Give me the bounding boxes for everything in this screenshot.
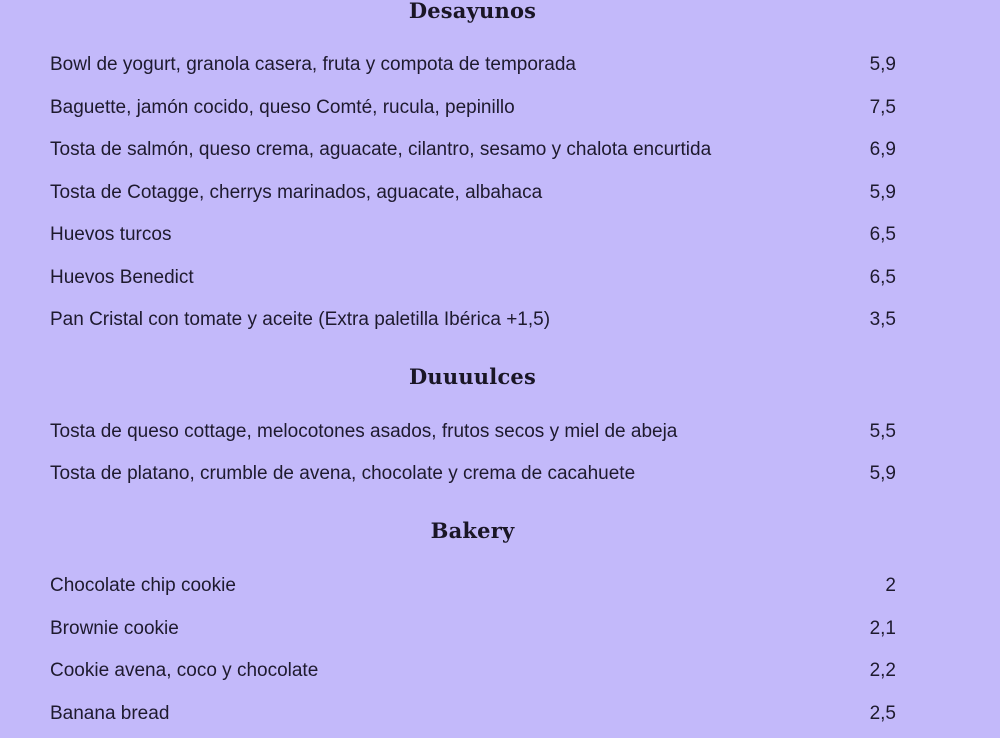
item-name: Tosta de Cotagge, cherrys marinados, aguacate, albahaca bbox=[50, 182, 543, 203]
menu-item bbox=[50, 95, 896, 121]
item-name: Banana bread bbox=[50, 703, 170, 724]
item-name: Huevos turcos bbox=[50, 224, 172, 245]
menu-item bbox=[50, 137, 896, 163]
item-price: 3,5 bbox=[869, 309, 896, 330]
item-price: 2,2 bbox=[869, 660, 896, 681]
item-name: Cookie avena, coco y chocolate bbox=[50, 660, 319, 681]
menu-item bbox=[50, 52, 896, 78]
item-name: Tosta de platano, crumble de avena, chocolate y crema de cacahuete bbox=[50, 463, 636, 484]
section-title-bakery: Bakery bbox=[430, 518, 515, 543]
menu-item bbox=[50, 222, 896, 248]
section-title-desayunos: Desayunos bbox=[408, 0, 537, 23]
item-price: 6,9 bbox=[869, 139, 896, 160]
menu-item bbox=[50, 616, 896, 642]
item-price: 7,5 bbox=[869, 97, 896, 118]
item-price: 5,5 bbox=[869, 421, 896, 442]
menu-item bbox=[50, 265, 896, 291]
item-name: Huevos Benedict bbox=[50, 267, 194, 288]
item-price: 2,1 bbox=[869, 618, 896, 639]
item-name: Baguette, jamón cocido, queso Comté, rucula, pepinillo bbox=[50, 97, 515, 118]
item-price: 2 bbox=[885, 575, 896, 596]
item-name: Bowl de yogurt, granola casera, fruta y compota de temporada bbox=[50, 54, 576, 75]
item-price: 2,5 bbox=[869, 703, 896, 724]
menu-item bbox=[50, 180, 896, 206]
section-title-duuuulces: Duuuulces bbox=[408, 364, 537, 389]
menu-item bbox=[50, 658, 896, 684]
item-name: Tosta de salmón, queso crema, aguacate, cilantro, sesamo y chalota encurtida bbox=[50, 139, 712, 160]
menu-item bbox=[50, 573, 896, 599]
item-price: 5,9 bbox=[869, 463, 896, 484]
item-price: 5,9 bbox=[869, 54, 896, 75]
item-name: Pan Cristal con tomate y aceite (Extra paletilla Ibérica +1,5) bbox=[50, 309, 551, 330]
item-price: 6,5 bbox=[869, 267, 896, 288]
item-name: Tosta de queso cottage, melocotones asados, frutos secos y miel de abeja bbox=[50, 421, 678, 442]
item-name: Brownie cookie bbox=[50, 618, 179, 639]
menu-item bbox=[50, 461, 896, 487]
item-price: 5,9 bbox=[869, 182, 896, 203]
item-price: 6,5 bbox=[869, 224, 896, 245]
menu-item bbox=[50, 307, 896, 333]
menu-item bbox=[50, 419, 896, 445]
menu-item bbox=[50, 701, 896, 727]
item-name: Chocolate chip cookie bbox=[50, 575, 236, 596]
